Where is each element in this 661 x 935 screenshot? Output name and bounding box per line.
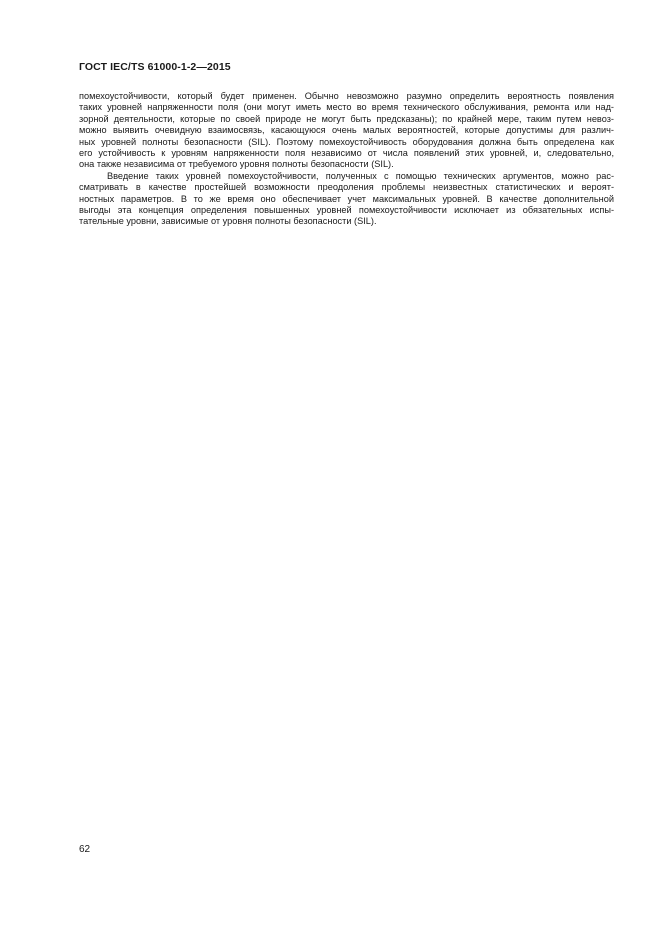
document-header-title: ГОСТ IEC/TS 61000-1-2—2015	[79, 61, 231, 73]
paragraph-1-line-2: таких уровней напряженности поля (они могут иметь место во время технического обслуживания, ремонта или над-	[79, 102, 614, 113]
body-text	[79, 91, 614, 228]
paragraph-2-line-4: выгоды эта концепция определения повышенных уровней помехоустойчивости исключает из обязательных испы-	[79, 204, 614, 215]
paragraph-2-line-2: сматривать в качестве простейшей возможности преодоления проблемы неизвестных статистических и вероят-	[79, 182, 614, 193]
paragraph-1-line-3: зорной деятельности, которые по своей природе не могут быть предсказаны); по крайней мере, таким путем невоз-	[79, 113, 614, 124]
paragraph-1-line-4: можно выявить очевидную взаимосвязь, касающуюся очень малых вероятностей, которые допустимы для различ-	[79, 125, 614, 136]
paragraph-1-line-1: помехоустойчивости, который будет применен. Обычно невозможно разумно определить вероятность появления	[79, 91, 614, 101]
page-number: 62	[79, 844, 91, 855]
paragraph-1-line-7: она также независима от требуемого уровня полноты безопасности (SIL).	[79, 159, 394, 170]
paragraph-2-line-3: ностных параметров. В то же время оно обеспечивает учет максимальных уровней. В качестве дополнительной	[79, 193, 614, 204]
paragraph-2-line-1: Введение таких уровней помехоустойчивости, полученных с помощью технических аргументов, можно рас-	[107, 170, 614, 181]
paragraph-1-line-5: ных уровней полноты безопасности (SIL). Поэтому помехоустойчивость оборудования должна быть определена как	[79, 136, 614, 147]
paragraph-1-line-6: его устойчивость к уровням напряженности поля независимо от числа появлений этих уровней, и, следовательно,	[79, 147, 614, 158]
paragraph-2-line-5: тательные уровни, зависимые от уровня полноты безопасности (SIL).	[79, 216, 377, 227]
